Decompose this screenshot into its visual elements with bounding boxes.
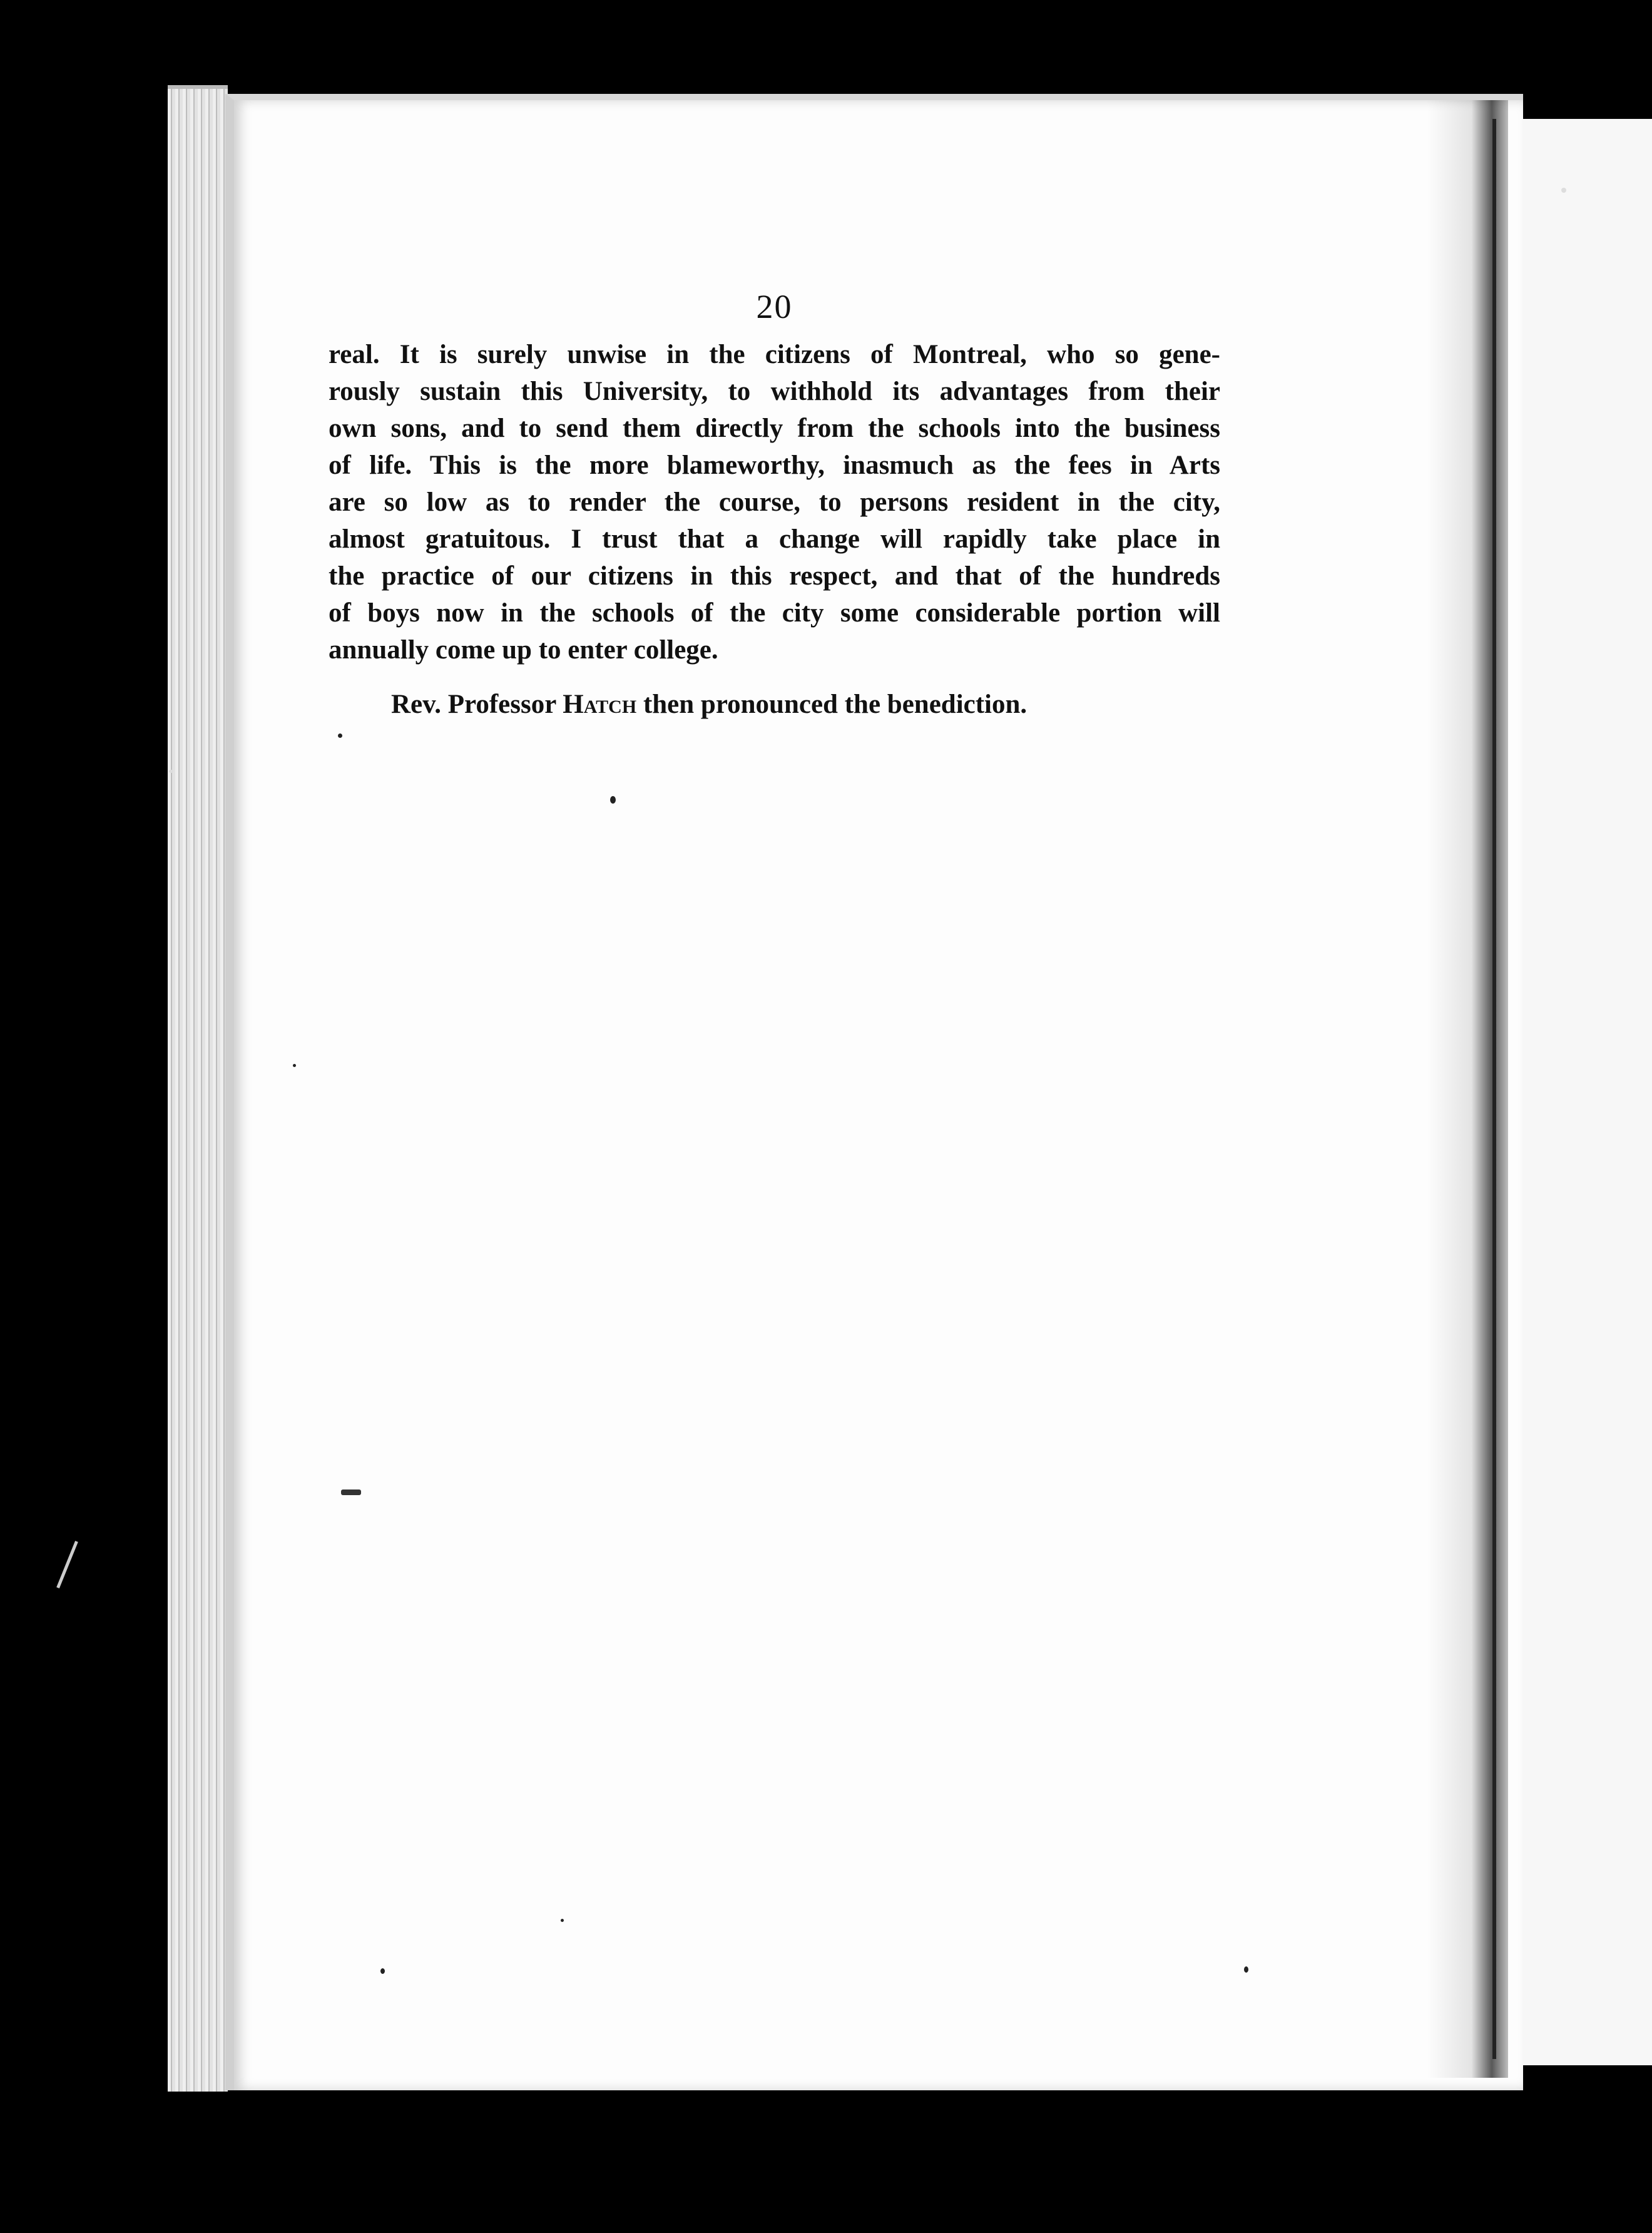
paragraph-line: are so low as to render the course, to persons resident in the city, xyxy=(329,488,1220,517)
ink-speck xyxy=(380,1968,385,1974)
page-edges xyxy=(168,85,228,2092)
page-text xyxy=(329,285,1220,723)
ink-speck xyxy=(1244,1966,1248,1973)
paragraph-line: rously sustain this University, to withhold its advantages from their xyxy=(329,377,1220,406)
dust-speck xyxy=(169,770,173,773)
ink-speck xyxy=(561,1919,564,1922)
paragraph-line: almost gratuitous. I trust that a change will rapidly take place in xyxy=(329,524,1220,554)
paragraph-line: of boys now in the schools of the city some considerable portion will xyxy=(329,598,1220,628)
page-number: 20 xyxy=(756,288,793,325)
professor-name: Hatch xyxy=(563,690,637,719)
benediction-suffix: then pronounced the benediction. xyxy=(636,690,1027,719)
benediction-line xyxy=(329,686,1220,723)
fold-line xyxy=(1492,119,1496,2059)
benediction-prefix: Rev. Professor xyxy=(391,690,563,719)
dust-speck xyxy=(1561,188,1566,193)
closing-paragraph xyxy=(329,336,1220,668)
paragraph-line: the practice of our citizens in this respect, and that of the hundreds xyxy=(329,561,1220,591)
ink-speck xyxy=(293,1064,296,1067)
paragraph-line: annually come up to enter college. xyxy=(329,635,718,665)
dust-streak xyxy=(56,1541,78,1588)
ink-dash xyxy=(341,1490,361,1495)
ink-speck xyxy=(338,733,342,738)
ink-speck xyxy=(610,796,616,804)
paragraph-line: of life. This is the more blameworthy, inasmuch as the fees in Arts xyxy=(329,451,1220,480)
paragraph-line: real. It is surely unwise in the citizens of Montreal, who so gene- xyxy=(329,340,1220,369)
paragraph-line: own sons, and to send them directly from the schools into the business xyxy=(329,414,1220,443)
